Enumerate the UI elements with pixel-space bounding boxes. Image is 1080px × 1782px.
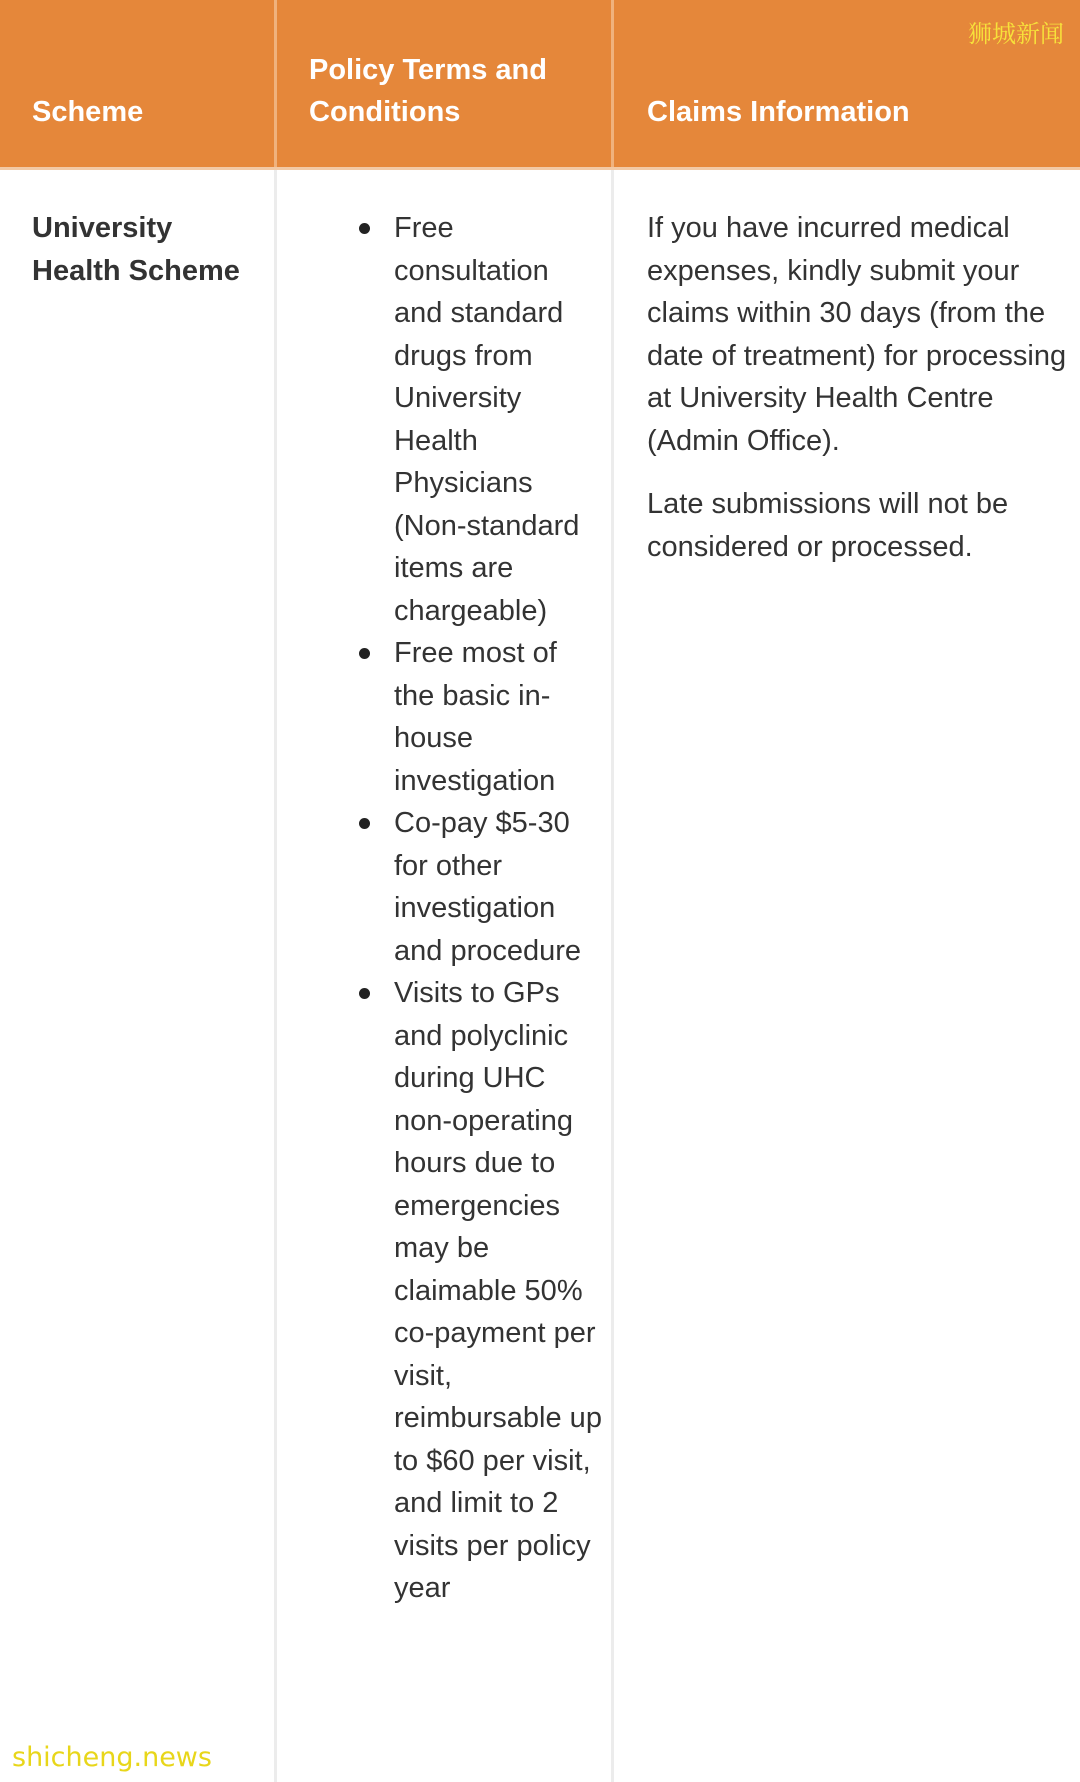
- header-policy-label: Policy Terms and Conditions: [309, 54, 547, 128]
- bullet-icon: [359, 223, 370, 234]
- policy-item-text: Free most of the basic in-house investigation: [394, 637, 557, 797]
- header-scheme: [0, 0, 274, 167]
- column-divider: [274, 170, 277, 1782]
- policy-terms-list: [355, 207, 605, 1610]
- policy-item-text: Visits to GPs and polyclinic during UHC non-operating hours due to emergencies may be claimable 50% co-payment per visit, reimbursable up to $60 per visit, and limit to 2 visits per policy year: [394, 977, 602, 1604]
- watermark-bottom: shicheng.news: [12, 1742, 212, 1773]
- header-claims-label: Claims Information: [647, 96, 910, 128]
- header-divider: [611, 0, 614, 167]
- policy-item: [355, 207, 605, 632]
- header-divider: [274, 0, 277, 167]
- bullet-icon: [359, 648, 370, 659]
- column-divider: [611, 170, 614, 1782]
- header-scheme-label: Scheme: [32, 96, 144, 128]
- policy-item-text: Co-pay $5-30 for other investigation and procedure: [394, 807, 582, 967]
- claims-paragraph: Late submissions will not be considered or processed.: [647, 488, 1009, 563]
- table-header-row: [0, 0, 1080, 170]
- policy-item-text: Free consultation and standard drugs from University Health Physicians (Non-standard items are chargeable): [394, 212, 580, 627]
- bullet-icon: [359, 818, 370, 829]
- policy-item: [355, 972, 605, 1610]
- policy-item: [355, 802, 605, 972]
- watermark-top: 狮城新闻: [968, 20, 1064, 48]
- header-policy-terms: [277, 0, 611, 167]
- policy-item: [355, 632, 605, 802]
- scheme-name-cell: University Health Scheme: [32, 212, 240, 287]
- bullet-icon: [359, 988, 370, 999]
- claims-info-cell: [647, 207, 1067, 589]
- claims-paragraph: If you have incurred medical expenses, kindly submit your claims within 30 days (from the date of treatment) for processing at University Health Centre (Admin Office).: [647, 212, 1067, 457]
